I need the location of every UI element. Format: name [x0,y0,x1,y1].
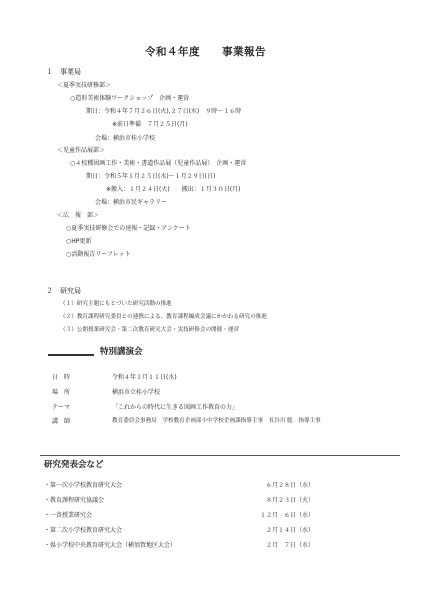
lecture-label-theme: テーマ [52,404,71,411]
lecture-heading-rule [48,354,94,356]
presentations-divider [40,455,400,456]
presentation-date-3: １２月 ６日（水） [260,512,315,519]
children-venue: 会場：横浜市民ギャラリー [95,199,168,206]
pr-item-2: ○HP更新 [66,238,92,245]
research-item-3: （３）公開授業研究会・第二次教育研究大会・実技研修会の開催・運営 [60,327,240,333]
presentation-date-5: ２月 ７日（水） [266,542,315,549]
presentation-date-1: ６月２８日（水） [266,482,315,489]
research-item-1: （１）研究主題にもとづいた研究活動の推進 [60,301,172,307]
pr-header: ＜広 報 部＞ [57,212,100,219]
presentations-heading: 研究発表会など [44,460,104,470]
summer-prep: ※前日準備 ７月２５日(月) [112,121,188,128]
page-title: 令和４年度 事業報告 [145,46,266,58]
summer-header: ＜夏季実技研修部＞ [57,82,112,89]
children-move: ※搬入：１月２４日(火) 搬出：１月３０日(月) [106,186,241,193]
lecture-value-place: 横浜市立桂小学校 [112,389,161,396]
presentation-date-2: ８月２３日（火） [266,497,315,504]
lecture-value-date: 令和４年１月１１日(水) [112,374,177,381]
presentation-name-3: ・一斉授業研究会 [44,512,93,519]
lecture-value-speaker: 教育委員会事務局 学校教育企画部小中学校企画課指導主事 長谷川 聡 指導主事 [112,418,321,424]
lecture-label-speaker: 講 師 [52,418,71,425]
presentation-name-4: ・第二次小学校教育研究大会 [44,527,123,534]
presentation-name-1: ・第一次小学校教育研究大会 [44,482,123,489]
research-item-2: （２）教育課程研究委員との連携による、教育課程編成会議にかかわる研究の推進 [60,314,267,320]
children-item: ○４校種図画工作・美術・書道作品展（児童作品展） 企画・運営 [70,160,247,167]
lecture-label-date: 日 時 [52,374,71,381]
children-period: 期日：令和５年１月２５日(水)〜１月２９日(日) [86,173,216,180]
summer-item: ○造形美術体験ワークショップ 企画・運営 [70,95,190,102]
pr-item-1: ○夏季実技研修会での速報・記録・アンケート [66,225,191,232]
pr-item-3: ○活動報告リーフレット [66,251,131,258]
children-header: ＜児童作品展部＞ [57,147,106,154]
lecture-value-theme: 「これからの時代に生きる図画工作教育の力」 [112,404,239,411]
presentation-name-2: ・教育課程研究協議会 [44,497,105,504]
summer-period: 期日：令和４年７月２６日(火),２７日(水) ９時〜１６時 [86,108,242,115]
summer-venue: 会場：横浜市桂小学校 [95,135,156,142]
presentation-name-5: ・県小学校中央教育研究大会（横須賀地区大会） [44,542,177,549]
section1-heading: １ 事業局 [46,68,81,76]
presentation-date-4: ２月１４日（水） [266,527,315,534]
lecture-heading: 特別講演会 [100,347,143,357]
section2-heading: ２ 研究局 [46,287,81,295]
lecture-label-place: 場 所 [52,389,71,396]
